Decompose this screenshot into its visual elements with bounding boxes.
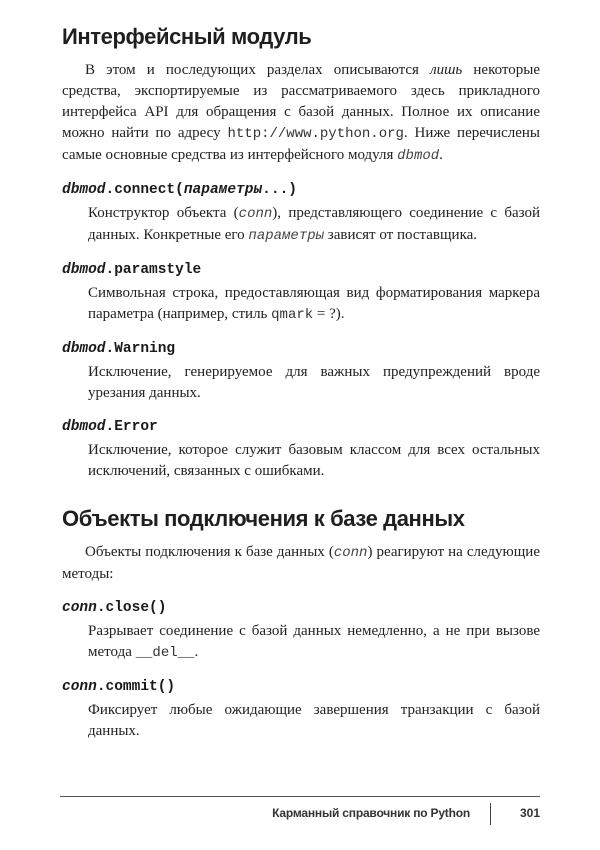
heading-member: .Warning	[105, 341, 176, 357]
entry-connect	[62, 180, 540, 247]
heading-params: параметры	[183, 182, 263, 198]
intro-text: Объекты подключения к базе данных (	[85, 544, 334, 560]
entry-description	[88, 203, 540, 247]
section-heading-connection-objects: Объекты подключения к базе данных	[62, 506, 465, 531]
entry-description	[88, 283, 540, 326]
desc-text: зависят от поставщика.	[324, 227, 478, 243]
entry-heading	[62, 260, 540, 280]
page-footer	[60, 796, 540, 827]
heading-object: dbmod	[62, 262, 106, 278]
intro-emphasis: лишь	[430, 62, 463, 78]
heading-object: dbmod	[62, 341, 106, 357]
heading-member: .connect(	[105, 182, 184, 198]
section-heading-interface-module: Интерфейсный модуль	[62, 24, 312, 49]
desc-code: __del__	[135, 645, 195, 661]
desc-code: qmark	[271, 307, 314, 323]
heading-object: conn	[62, 679, 97, 695]
module-name: dbmod	[397, 148, 440, 164]
desc-text: ), представляющего соединение с базой данных. Конкретные его	[88, 205, 540, 243]
section-intro-paragraph	[62, 60, 540, 167]
heading-member: .Error	[105, 419, 158, 435]
heading-member: .close()	[96, 600, 167, 616]
intro-code: conn	[333, 545, 368, 561]
intro-text: ) реагируют на следующие методы:	[62, 544, 540, 582]
intro-text: .	[439, 147, 443, 163]
heading-member: .commit()	[96, 679, 176, 695]
page-number: 301	[519, 806, 540, 820]
entry-commit	[62, 677, 540, 742]
entry-description	[88, 621, 540, 664]
desc-text: Символьная строка, предоставляющая вид форматирования маркера параметра (например, стиль	[88, 285, 540, 322]
heading-object: dbmod	[62, 419, 106, 435]
footer-separator	[490, 803, 491, 825]
entry-heading	[62, 598, 540, 618]
intro-text: . Ниже перечислены самые основные средства из интерфейсного модуля	[62, 125, 540, 163]
desc-code: параметры	[248, 228, 325, 244]
heading-member: .paramstyle	[105, 262, 202, 278]
footer-row	[60, 797, 540, 827]
page-content	[62, 22, 540, 742]
entry-description: Фиксирует любые ожидающие завершения транзакции с базой данных.	[88, 702, 540, 739]
entry-close	[62, 598, 540, 664]
heading-object: conn	[62, 600, 97, 616]
heading-tail: ...)	[262, 182, 297, 198]
entry-heading	[62, 339, 540, 359]
entry-description: Исключение, которое служит базовым классом для всех остальных исключений, связанных с ошибками.	[88, 442, 540, 479]
desc-text: Конструктор объекта (	[88, 205, 239, 221]
entry-description: Исключение, генерируемое для важных предупреждений вроде урезания данных.	[88, 364, 540, 401]
desc-text: .	[194, 644, 199, 660]
section-intro-paragraph	[62, 542, 540, 585]
intro-text: В этом и последующих разделах описываются	[85, 62, 431, 78]
desc-text: Разрывает соединение с базой данных немедленно, а не при вызове метода	[88, 623, 540, 660]
intro-text: некоторые средства, экспортируемые из рассматриваемого здесь прикладного интерфейса API для обращения с базой данных. Полное их описание можно найти по адресу	[62, 62, 540, 141]
entry-warning	[62, 339, 540, 404]
entry-heading	[62, 417, 540, 437]
heading-object: dbmod	[62, 182, 106, 198]
desc-text: = ?).	[313, 306, 345, 322]
entry-error	[62, 417, 540, 482]
entry-paramstyle	[62, 260, 540, 326]
entry-heading	[62, 677, 540, 697]
desc-code: conn	[238, 206, 273, 222]
entry-heading	[62, 180, 540, 200]
footer-book-title: Карманный справочник по Python	[272, 806, 470, 820]
python-url: http://www.python.org	[227, 126, 404, 142]
